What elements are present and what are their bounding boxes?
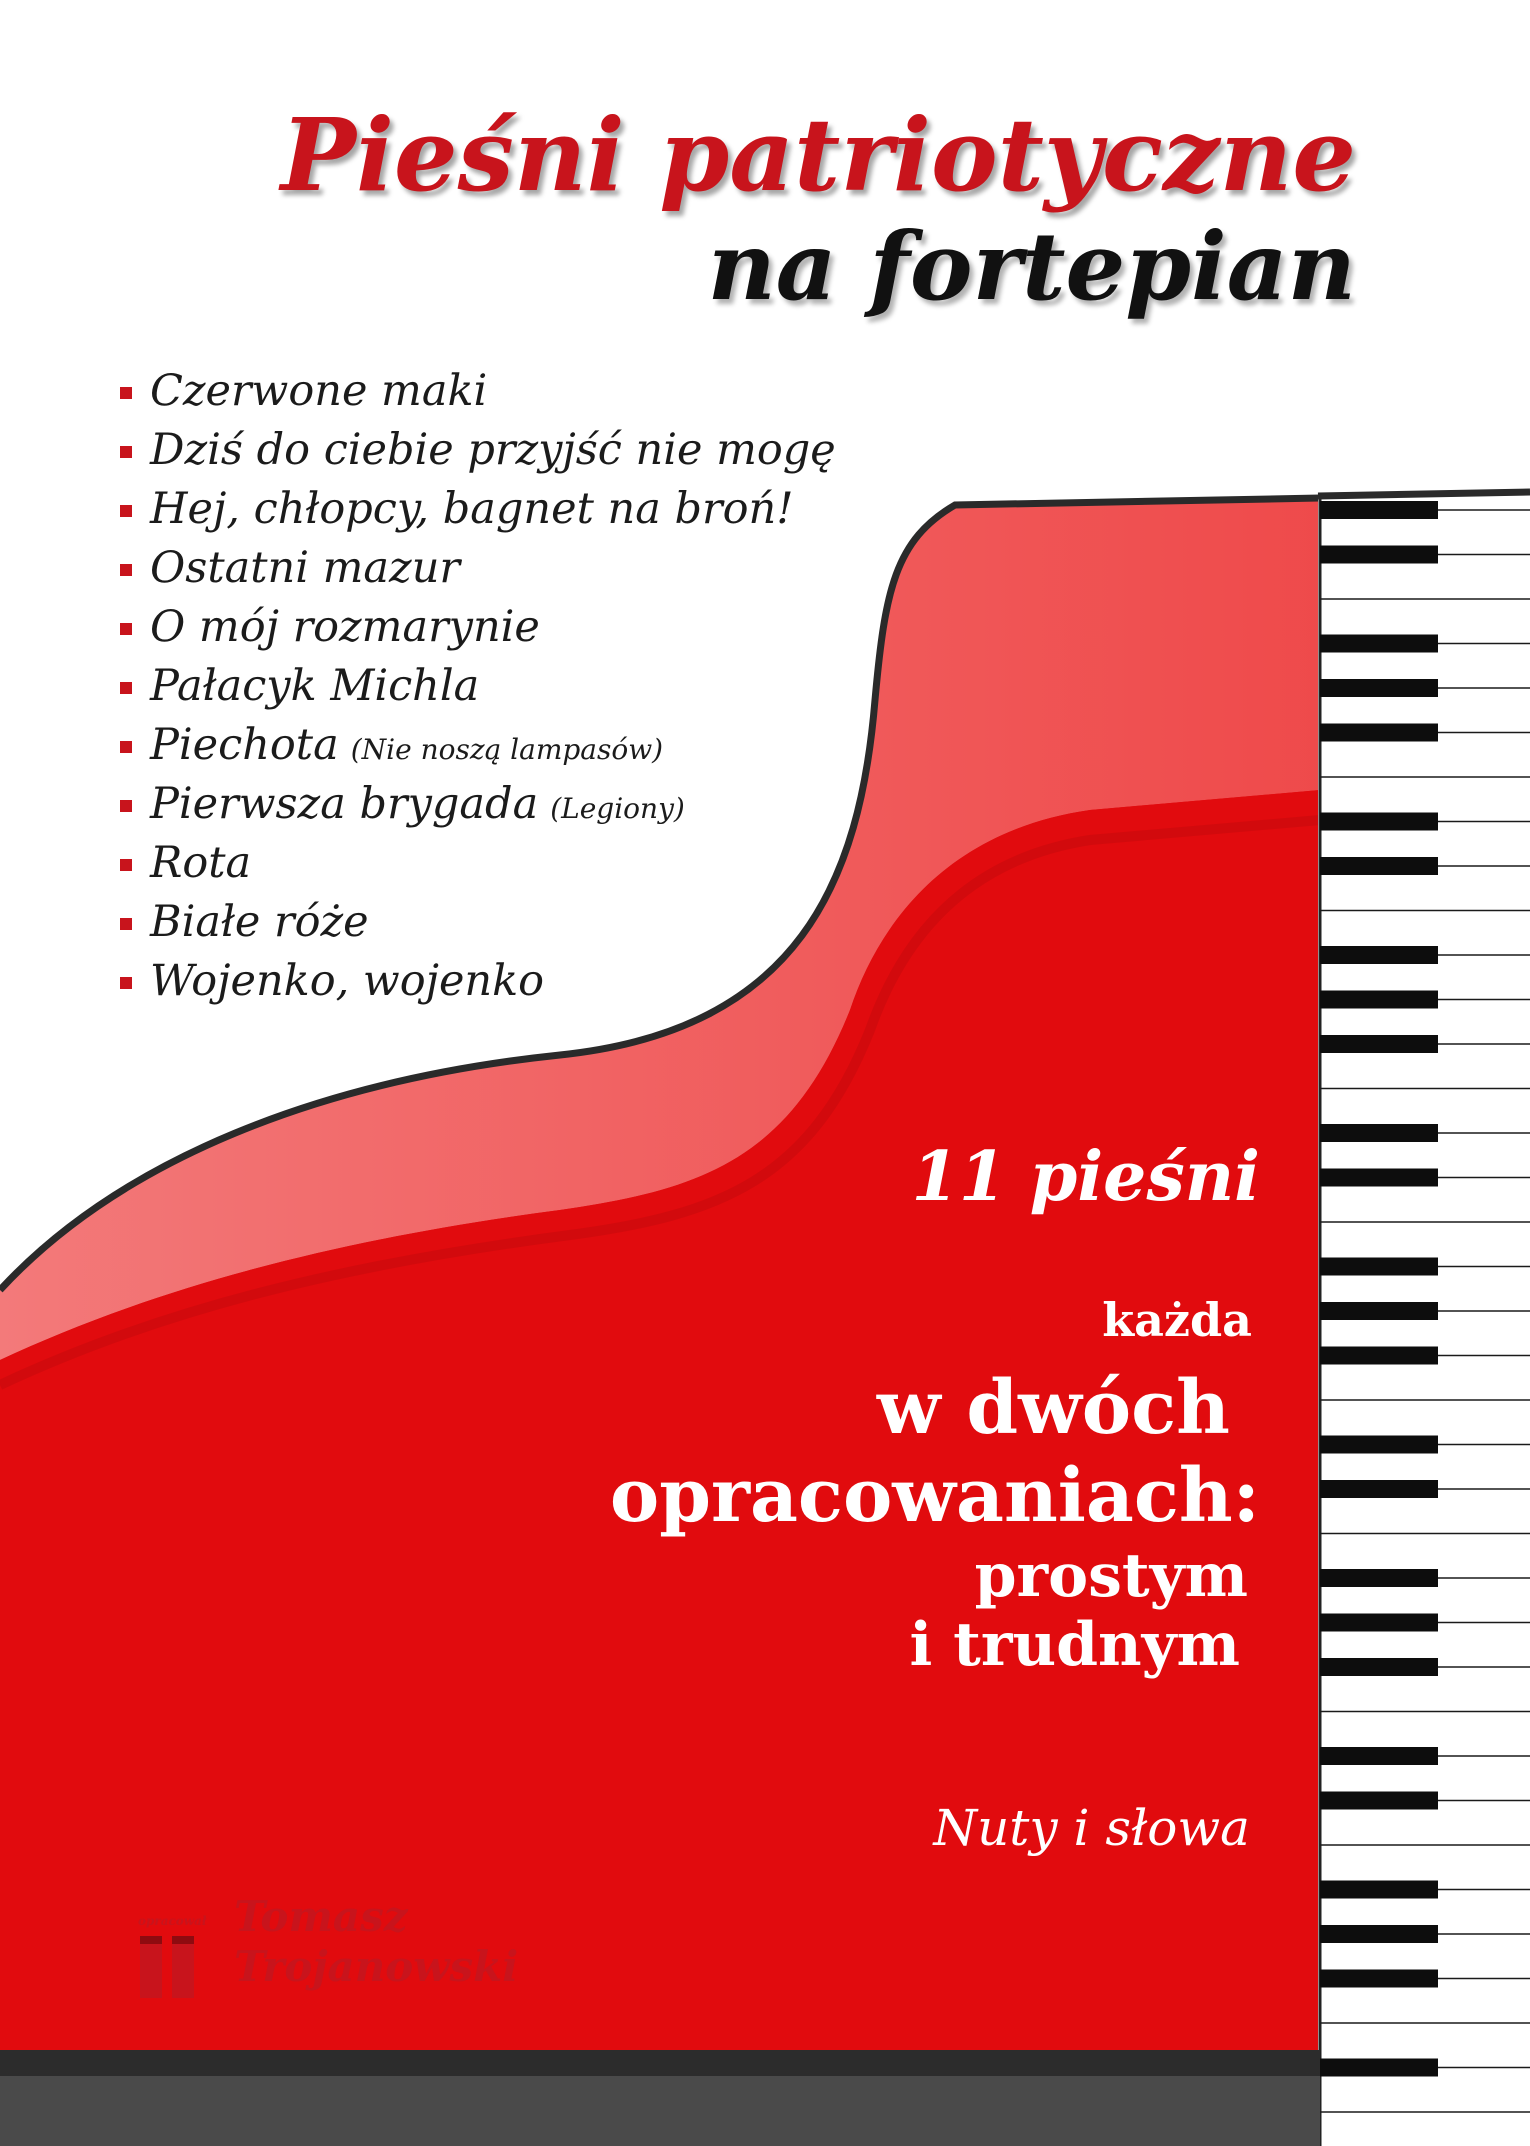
list-item — [120, 661, 836, 720]
black-key — [1320, 546, 1438, 564]
promo-line-prostym: prostym — [974, 1541, 1248, 1611]
bullet-icon — [120, 918, 132, 930]
song-title: Białe róże — [150, 897, 369, 947]
bullet-icon — [120, 859, 132, 871]
promo-line-w-dwoch: w dwóch — [876, 1365, 1230, 1451]
list-item — [120, 425, 836, 484]
black-key — [1320, 1347, 1438, 1365]
black-key — [1320, 946, 1438, 964]
list-item — [120, 838, 836, 897]
double-bar-logo-icon — [138, 1936, 200, 1998]
song-title: Pałacyk Michla — [150, 661, 480, 711]
song-title: Ostatni mazur — [150, 543, 460, 593]
black-key — [1320, 1925, 1438, 1943]
title-line-2: na fortepian — [707, 212, 1356, 322]
promo-nuty: Nuty i słowa — [933, 1799, 1250, 1857]
black-key — [1320, 857, 1438, 875]
song-count: 11 pieśni — [911, 1137, 1260, 1217]
song-title: O mój rozmarynie — [150, 602, 540, 652]
list-item — [120, 779, 836, 838]
black-key — [1320, 2059, 1438, 2077]
black-key — [1320, 1881, 1438, 1899]
song-title: Piechota — [150, 720, 339, 770]
bullet-icon — [120, 564, 132, 576]
song-title: Hej, chłopcy, bagnet na broń! — [150, 484, 794, 534]
black-key — [1320, 1480, 1438, 1498]
bottom-bar-grey — [0, 2076, 1320, 2146]
black-key — [1320, 679, 1438, 697]
black-key — [1320, 1970, 1438, 1988]
black-key — [1320, 724, 1438, 742]
bullet-icon — [120, 623, 132, 635]
black-key — [1320, 1569, 1438, 1587]
list-item — [120, 956, 836, 1015]
author-last-name: Trojanowski — [234, 1942, 519, 1991]
bullet-icon — [120, 800, 132, 812]
promo-line-kazda: każda — [1102, 1293, 1252, 1347]
song-title: Pierwsza brygada — [150, 779, 539, 829]
promo-line-trudnym: i trudnym — [909, 1610, 1240, 1680]
song-title: Czerwone maki — [150, 366, 488, 416]
black-key — [1320, 813, 1438, 831]
black-key — [1320, 1124, 1438, 1142]
author-credit: opracował — [138, 1914, 207, 1928]
list-item — [120, 366, 836, 425]
black-key — [1320, 1302, 1438, 1320]
black-key — [1320, 1035, 1438, 1053]
song-subtitle: (Legiony) — [550, 792, 685, 825]
bottom-bar-dark — [0, 2050, 1320, 2076]
black-key — [1320, 1792, 1438, 1810]
bullet-icon — [120, 682, 132, 694]
bullet-icon — [120, 387, 132, 399]
black-key — [1320, 1614, 1438, 1632]
promo-line-opracowaniach: opracowaniach: — [609, 1453, 1260, 1539]
author-first-name: Tomasz — [234, 1892, 408, 1941]
list-item — [120, 602, 836, 661]
black-key — [1320, 991, 1438, 1009]
song-title: Rota — [150, 838, 252, 888]
bullet-icon — [120, 446, 132, 458]
song-subtitle: (Nie noszą lampasów) — [350, 733, 664, 766]
bullet-icon — [120, 505, 132, 517]
black-key — [1320, 1258, 1438, 1276]
black-key — [1320, 635, 1438, 653]
bullet-icon — [120, 977, 132, 989]
list-item — [120, 897, 836, 956]
bullet-icon — [120, 741, 132, 753]
song-title: Wojenko, wojenko — [150, 956, 545, 1006]
black-key — [1320, 1658, 1438, 1676]
black-key — [1320, 1436, 1438, 1454]
song-title: Dziś do ciebie przyjść nie mogę — [150, 425, 836, 475]
list-item — [120, 543, 836, 602]
list-item — [120, 484, 836, 543]
black-key — [1320, 501, 1438, 519]
black-key — [1320, 1169, 1438, 1187]
list-item — [120, 720, 836, 779]
black-key — [1320, 1747, 1438, 1765]
title-line-1: Pieśni patriotyczne — [280, 96, 1356, 214]
song-list — [120, 366, 836, 1015]
